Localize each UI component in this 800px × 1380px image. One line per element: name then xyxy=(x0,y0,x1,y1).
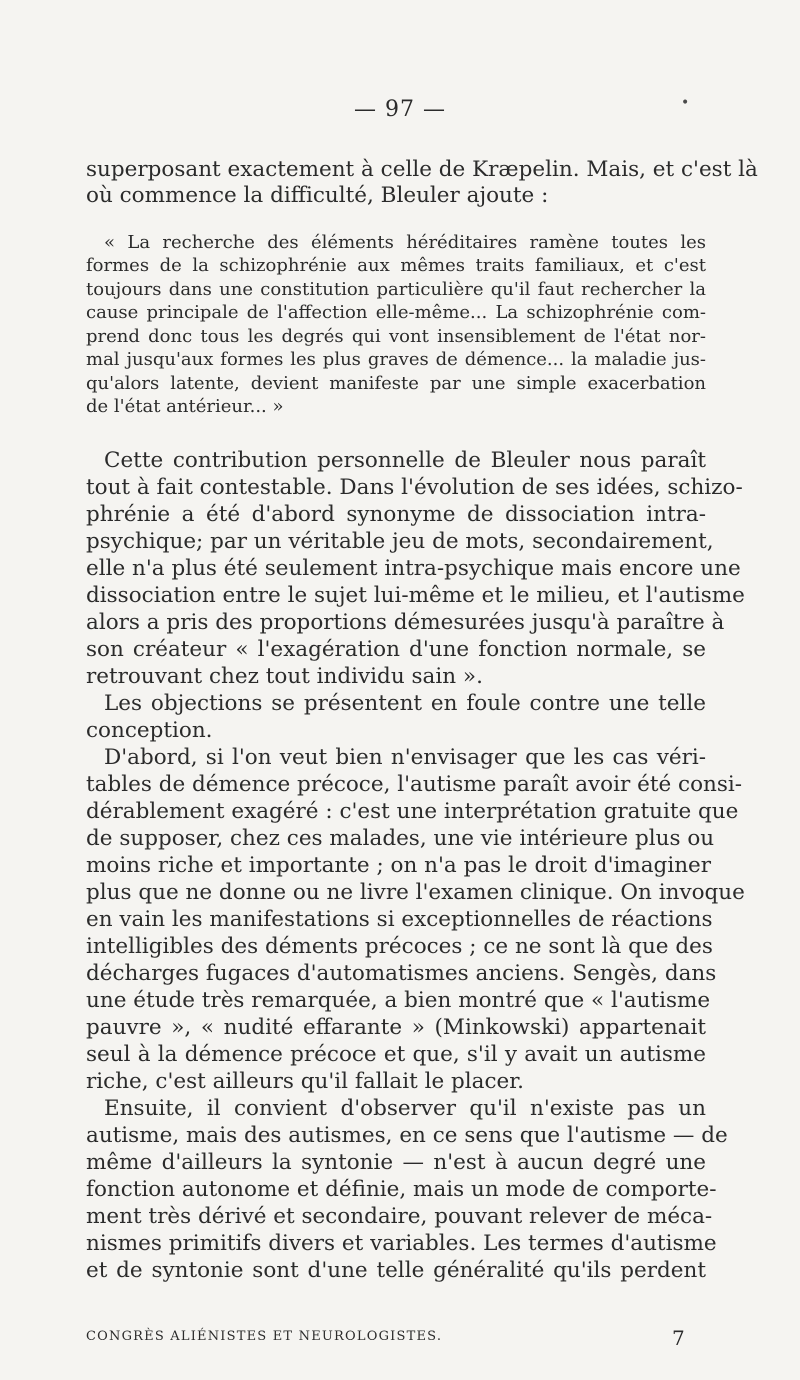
text-line: phrénie a été d'abord synonyme de dissociation intra- xyxy=(86,502,706,527)
text-line: en vain les manifestations si exceptionnelles de réactions xyxy=(86,907,713,932)
text-line: riche, c'est ailleurs qu'il fallait le placer. xyxy=(86,1069,524,1094)
text-line: elle n'a plus été seulement intra-psychique mais encore une xyxy=(86,556,741,581)
text-line: tables de démence précoce, l'autisme paraît avoir été consi- xyxy=(86,772,743,797)
text-line: décharges fugaces d'automatismes anciens. Sengès, dans xyxy=(86,961,717,986)
quote-line: toujours dans une constitution particulière qu'il faut rechercher la xyxy=(86,279,706,300)
running-footer: CONGRÈS ALIÉNISTES ET NEUROLOGISTES. xyxy=(86,1329,443,1344)
text-line: fonction autonome et définie, mais un mode de comporte- xyxy=(86,1177,717,1202)
quote-line: « La recherche des éléments héréditaires ramène toutes les xyxy=(104,232,706,253)
text-line: autisme, mais des autismes, en ce sens que l'autisme — de xyxy=(86,1123,728,1148)
text-line: conception. xyxy=(86,718,213,743)
text-line: ment très dérivé et secondaire, pouvant relever de méca- xyxy=(86,1204,713,1229)
text-line: seul à la démence précoce et que, s'il y avait un autisme xyxy=(86,1042,706,1067)
quote-line: de l'état antérieur... » xyxy=(86,396,284,417)
text-line: son créateur « l'exagération d'une fonction normale, se xyxy=(86,637,706,662)
text-line: retrouvant chez tout individu sain ». xyxy=(86,664,483,689)
corner-mark: • xyxy=(681,95,690,111)
text-line: de supposer, chez ces malades, une vie intérieure plus ou xyxy=(86,826,715,851)
text-line: tout à fait contestable. Dans l'évolution de ses idées, schizo- xyxy=(86,475,743,500)
text-line: plus que ne donne ou ne livre l'examen clinique. On invoque xyxy=(86,880,745,905)
text-line: Ensuite, il convient d'observer qu'il n'existe pas un xyxy=(104,1096,706,1121)
text-line: alors a pris des proportions démesurées jusqu'à paraître à xyxy=(86,610,725,635)
text-line: D'abord, si l'on veut bien n'envisager que les cas véri- xyxy=(104,745,706,770)
text-line: même d'ailleurs la syntonie — n'est à aucun degré une xyxy=(86,1150,706,1175)
text-line: nismes primitifs divers et variables. Les termes d'autisme xyxy=(86,1231,717,1256)
text-line: pauvre », « nudité effarante » (Minkowski) appartenait xyxy=(86,1015,706,1040)
quote-line: formes de la schizophrénie aux mêmes traits familiaux, et c'est xyxy=(86,255,706,276)
text-line: dissociation entre le sujet lui-même et le milieu, et l'autisme xyxy=(86,583,745,608)
text-line: intelligibles des déments précoces ; ce ne sont là que des xyxy=(86,934,713,959)
text-line: où commence la difficulté, Bleuler ajoute : xyxy=(86,183,549,208)
page-number: — 97 — xyxy=(354,97,446,122)
text-line: superposant exactement à celle de Kræpelin. Mais, et c'est là xyxy=(86,157,758,182)
text-line: une étude très remarquée, a bien montré que « l'autisme xyxy=(86,988,711,1013)
quote-line: mal jusqu'aux formes les plus graves de démence... la maladie jus- xyxy=(86,349,706,370)
quote-line: qu'alors latente, devient manifeste par une simple exacerbation xyxy=(86,373,706,394)
quote-line: prend donc tous les degrés qui vont insensiblement de l'état nor- xyxy=(86,326,706,347)
text-line: dérablement exagéré : c'est une interprétation gratuite que xyxy=(86,799,739,824)
text-line: Les objections se présentent en foule contre une telle xyxy=(104,691,706,716)
text-line: moins riche et importante ; on n'a pas le droit d'imaginer xyxy=(86,853,712,878)
text-line: psychique; par un véritable jeu de mots, secondairement, xyxy=(86,529,714,554)
text-line: Cette contribution personnelle de Bleuler nous paraît xyxy=(104,448,706,473)
signature-mark: 7 xyxy=(672,1326,685,1350)
quote-line: cause principale de l'affection elle-même... La schizophrénie com- xyxy=(86,302,706,323)
text-line: et de syntonie sont d'une telle généralité qu'ils perdent xyxy=(86,1258,706,1283)
